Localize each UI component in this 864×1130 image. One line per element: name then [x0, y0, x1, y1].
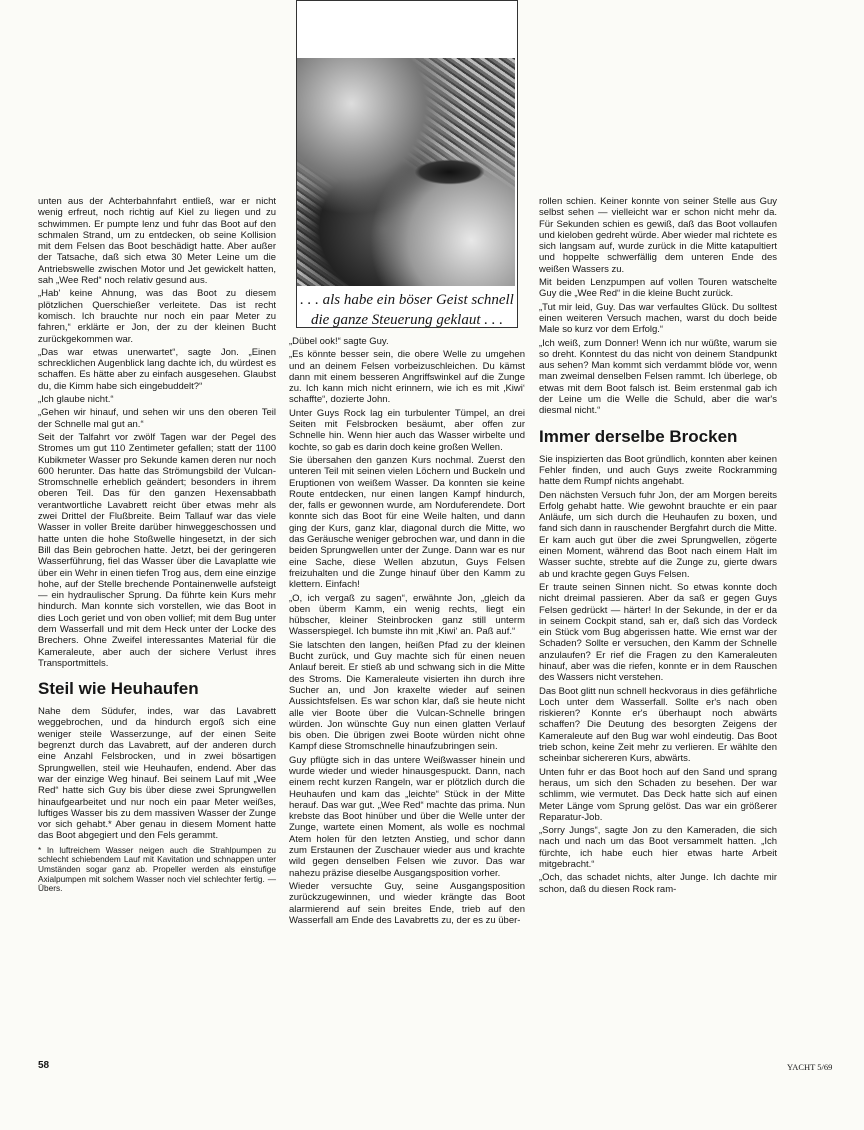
paragraph: Seit der Talfahrt vor zwölf Tagen war der Pegel des Stromes um gut 110 Zentimeter gefallen; statt der 1100 Kubikmeter Wasser pro Sekunde kamen deren nur noch 600 herunter. Das hatte das Strömungsbild der Vulcan-Stromschnelle erheblich geändert; besonders in ihrem oberen Teil. Das für den ganzen Hexensabbath verantwortliche Lavabrett reicht über etwas mehr als zwei Drittel der Flußbreite. Beim Tallauf war das viele Wasser in voller Breite darüber hinweggeschossen und hatte unten die hohe Stoßwelle hingesetzt, in der sich Bill das Bein gebrochen hatte. Jetzt, bei der geringeren Wasserführung, fiel das Wasser über die Lavaplatte wie über ein Wehr in einen tiefen Trog aus, dem eine einzige hohe, auf der Stelle brechende Pontainenwelle aufsteigt — ein hydraulischer Sprung. Da führte kein Kurs mehr hindurch. Man konnte sich vorstellen, wie das Boot in dies Loch geriet und von oben vollief; mit dem Bug unter dem Wasserfall und mit dem Heck unter der Locke des Brechers. Ohne Zweifel interessantes Material für die Kameraleute, aber auch der sichere Verlust ihres Transportmittels.: [38, 431, 277, 669]
paragraph: Nahe dem Südufer, indes, war das Lavabrett weggebrochen, und da hindurch ergoß sich eine weniger steile Wasserzunge, auf der einen Seite begrenzt durch das Lavabrett, auf der anderen durch eine Anzahl Felsbrocken, und in zwei bösartigen Sprungwellen, steil wie Heuhaufen, endend. Aber das war der einzige Weg hinauf. Bei seinem Lauf mit „Wee Red“ hatte sich Guy bis über diese zwei Sprungwellen hinaufgearbeitet und nur noch ein paar Meter weißes, luftiges Wasser bis zu dem massiven Wasser der Zunge vor sich gehabt.* Aber genau in diesem Moment hatte das Boot abgegiert und den Fels gerammt.: [38, 706, 276, 842]
paragraph: rollen schien. Keiner konnte von seiner Stelle aus Guy selbst sehen — vielleicht war er schon nicht mehr da. Für Sekunden schien es gewiß, daß das Boot vollaufen und kieloben gedreht würde. Aber wieder mal richtete es sich langsam auf, wurde zurück in die Mitte katapultiert und hoppelte schwerfällig dem unteren Ende des weißen Wassers zu.: [539, 196, 777, 275]
paragraph: Unten fuhr er das Boot hoch auf den Sand und sprang heraus, um sich den Schaden zu besehen. Der war schlimm, wie vermutet. Das Deck hatte sich auf einen Meter Länge vom Sprung gelöst. Das war ein größerer Reparatur-Job.: [539, 766, 777, 823]
section-heading: Immer derselbe Brocken: [539, 426, 738, 446]
footnote: * In luftreichem Wasser neigen auch die Strahlpumpen zu schlecht schiebendem Lauf mit Kavitation und schnappen unter Umständen sogar ganz ab. Propeller werden als einstufige Axialpumpen mit solchem Wasser noch viel schlechter fertig. — Übers.: [38, 844, 276, 894]
page-number: 58: [38, 1060, 50, 1071]
paragraph: „Dübel ook!“ sagte Guy.: [289, 336, 389, 347]
paragraph: „Es könnte besser sein, die obere Welle zu umgehen und an deinem Felsen vorbeizuschleichen. Du kämst dann mit einem besseren Angriffswinkel auf die Zunge zu. Ich kann mich nicht erinnern, wie ich es mit ‚Kiwi‘ schaffte“, dozierte John.: [289, 349, 525, 406]
magazine-issue: YACHT 5/69: [787, 1062, 833, 1072]
river-rapids-photo: [297, 58, 515, 286]
paragraph: „Gehen wir hinauf, und sehen wir uns den oberen Teil der Schnelle mal gut an.“: [38, 407, 276, 430]
section-heading: Steil wie Heuhaufen: [38, 679, 199, 699]
paragraph: „Ich glaube nicht.“: [38, 394, 114, 406]
paragraph: „Das war etwas unerwartet“, sagte Jon. „Einen schrecklichen Augenblick lang dachte ich, du würdest es schaffen. Es hätte aber zu einfach ausgesehen. Glaubst du, die Kimm habe sich eingebuddelt?“: [38, 346, 276, 392]
paragraph: „Och, das schadet nichts, alter Junge. Ich dachte mir schon, daß du diesen Rock ram-: [539, 872, 777, 895]
column-2: [289, 336, 525, 928]
paragraph: Mit beiden Lenzpumpen auf vollen Touren watschelte Guy die „Wee Red“ in die kleine Bucht zurück.: [539, 277, 777, 300]
paragraph: „Sorry Jungs“, sagte Jon zu den Kameraden, die sich nach und nach um das Boot versammelt hatten. „Ich fürchte, ich habe euch hier etwas harte Arbeit mitgebracht.“: [539, 825, 777, 871]
paragraph: Sie übersahen den ganzen Kurs nochmal. Zuerst den unteren Teil mit seinen vielen Löchern und Buckeln und Eruptionen von weißem Wasser. Da konnten sie keine Route entdecken, nur einen langen Kampf hindurch, der, falls er gewonnen wurde, am Norduferendete. Dort konnte sich das Boot für eine Weile halten, und dann ging der Kurs, ganz klar, diagonal durch die Mitte, wo das Geräusche weniger gebrochen war, und dann in die beiden Sprungwellen unter der Zunge. Dann war es nur eine Sache, diese Wellen abzutun, Guys Felsen freizuhalten und die Zunge hinauf über den Kamm zu klettern. Einfach!: [289, 454, 525, 591]
paragraph: Guy pflügte sich in das untere Weißwasser hinein und wurde wieder und wieder hinausgespuckt. Dann, nach einem recht kurzen Rangeln, war er plötzlich durch die Heuhaufen und kam das „leichte“ Stück in der Mitte herauf. Das war gut. „Wee Red“ machte das prima. Nun krebste das Boot hinüber und über die Welle unter der Zunge, wartete einen Moment, als wolle es nochmal Atem holen für den letzten Anstieg, und schor dann zum Erstaunen der Zuschauer wieder aus und krachte wild gegen denselben Felsen wie zuvor. Das war nahezu präzise dieselbe Ausgangsposition vorher.: [289, 754, 525, 879]
figure-caption: . . . als habe ein böser Geist schnell die ganze Steuerung geklaut . . .: [300, 292, 514, 328]
paragraph: Er traute seinen Sinnen nicht. So etwas konnte doch nicht dreimal passieren. Aber da saß er gegen Guys Felsen gedrückt — härter! In der Sekunde, in der er da in seinem Cockpit stand, sah er, daß sich das Vordeck ein Stück vom Bug abgerissen hatte. Wie ernst war der Schaden? Sollte er versuchen, den Kamm der Schnelle anzulaufen? Er rief die Fragen zu den Kameraleuten hinauf, aber was die riefen, konnte er in dem Rauschen des Wassers nicht verstehen.: [539, 581, 777, 684]
paragraph: Sie inspizierten das Boot gründlich, konnten aber keinen Fehler finden, und auch Guys zweite Rockramming hatte dem Rumpf nichts angehabt.: [539, 453, 777, 488]
column-1: [38, 196, 276, 894]
paragraph: Sie latschten den langen, heißen Pfad zu der kleinen Bucht zurück, und Guy machte sich für einen neuen Anlauf bereit. Er stieß ab und schwang sich in die Mitte des Stroms. Die Kameraleute visierten ihn durch ihre Sucher an, und Jon kraxelte wieder auf seinen Aussichtsfelsen. Es war schon klar, daß sie heute nicht alle vier Boote über die Vulcan-Schnelle bringen würden. Jon wünschte Guy nun einen glatten Verlauf bis oben. Die übrigen zwei Boote würden nicht ohne Kampf diese Stromschnelle hinaufzubringen sein.: [289, 639, 525, 753]
paragraph: Den nächsten Versuch fuhr Jon, der am Morgen bereits Erfolg gehabt hatte. Wie gewohnt brauchte er ein paar Anläufe, um sich durch die Heuhaufen zu boxen, und fand sich dann in rauschender Bergfahrt durch die Mitte. Er kam auch gut über die zwei Sprungwellen, zögerte einen Moment, während das Boot nach einem Halt im Wasser suchte, strebte auf die Zunge zu, gierte dwars ab und krachte gegen Guys Felsen.: [539, 489, 777, 580]
paragraph: „Tut mir leid, Guy. Das war verfaultes Glück. Du solltest einen weiteren Versuch machen, warst du doch beide Male so kurz vor dem Erfolg.“: [539, 301, 777, 336]
paragraph: „O, ich vergaß zu sagen“, erwähnte Jon, „gleich da oben überm Kamm, ein wenig rechts, liegt ein hübscher, kleiner Steinbrocken ganz still unterm Wasserspiegel. Ich bumste ihn mit ‚Kiwi‘ an. Paß auf.“: [289, 592, 525, 638]
column-3: [539, 196, 777, 897]
paragraph: „Ich weiß, zum Donner! Wenn ich nur wüßte, warum sie so dreht. Konntest du das nicht von deinem Standpunkt aus sehen? Man kommt sich verdammt blöde vor, wenn man zweimal denselben Felsen rammt. Ich überlege, ob etwas mit dem Boot falsch ist. Beim erstenmal gab ich der Leine um die Welle die Schuld, aber die war's diesmal nicht.“: [539, 337, 777, 417]
paragraph: Unter Guys Rock lag ein turbulenter Tümpel, an drei Seiten mit Felsbrocken besäumt, aber offen zur Schnelle hin. Wenn hier auch das Wasser wirbelte und kochte, so gab es darin doch keine großen Wellen.: [289, 407, 525, 453]
paragraph: unten aus der Achterbahnfahrt entließ, war er nicht wenig erfreut, noch richtig auf Kiel zu liegen und zu schwimmen. Er pumpte lenz und fuhr das Boot auf den schmalen Strand, um zu entdecken, ob seine Kollision mit dem Felsen das Boot beschädigt hatte. Aber außer der Tatsache, daß sich etwa 30 Meter Leine um die Antriebswelle zwischen Motor und Jet gewickelt hatten, sah „Wee Red“ noch relativ gesund aus.: [38, 196, 276, 287]
paragraph: Das Boot glitt nun schnell heckvoraus in dies gefährliche Loch unter dem Wasserfall. Sollte er's nach oben riskieren? Konnte er's überhaupt noch abwärts schaffen? Die Deutung des besorgten Zeigens der Kameraleute auf den Bug war wohl eindeutig. Das Boot trieb schon, keine Zeit mehr zu verlieren. Er wählte den scheinbar sichereren Kurs, abwärts.: [539, 685, 777, 765]
paragraph: „Hab' keine Ahnung, was das Boot zu diesem plötzlichen Querschießer verleitete. Das ist recht komisch. Ich brauchte nur noch ein paar Meter zu fahren,“ erklärte er Jon, der zu der kleinen Bucht zurückgekommen war.: [38, 288, 276, 345]
paragraph: Wieder versuchte Guy, seine Ausgangsposition zurückzugewinnen, und wieder krängte das Boot alarmierend auf sein breites Ende, trieb auf den Wasserfall am Ende des Lavabretts zu, der es zu über-: [289, 880, 525, 926]
